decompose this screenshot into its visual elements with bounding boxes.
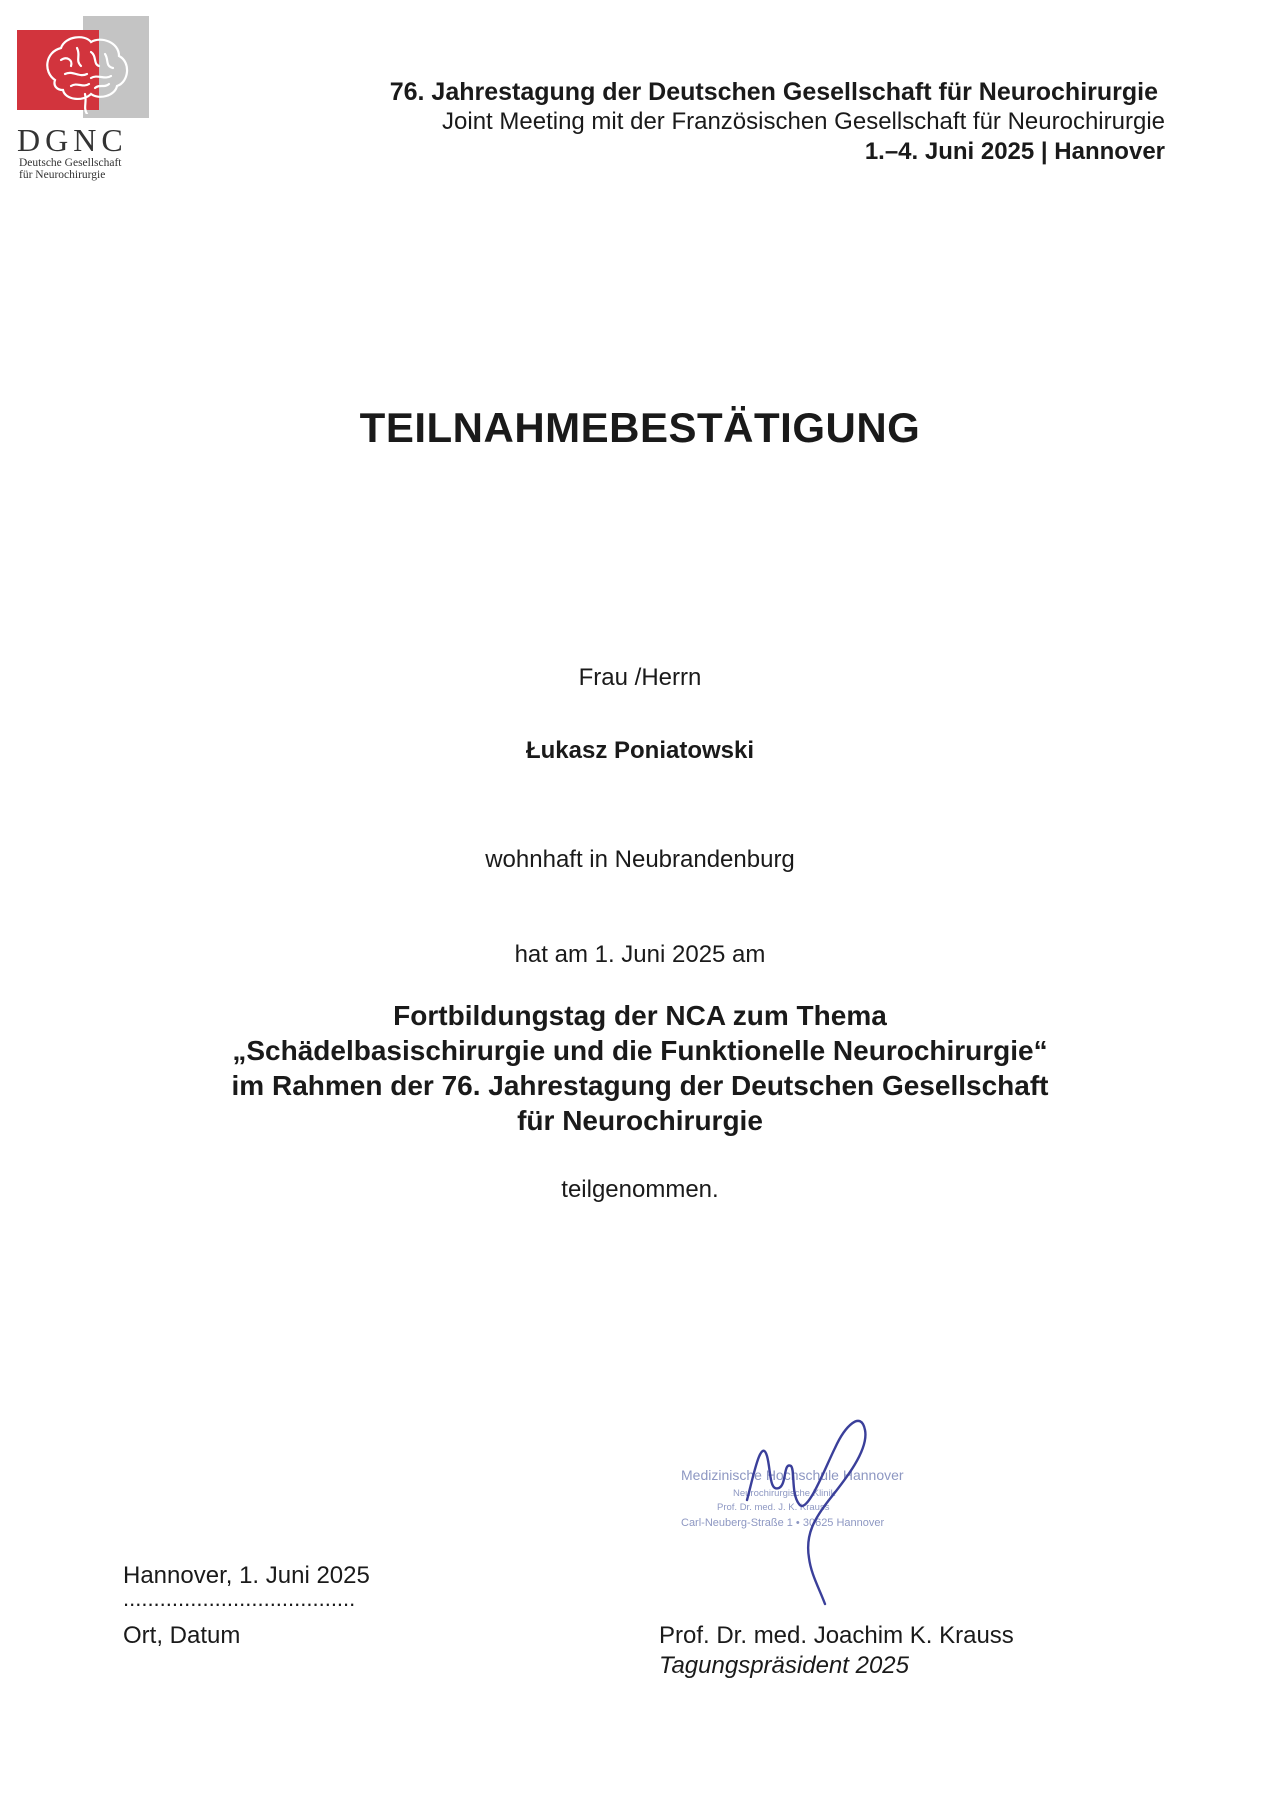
stamp-line4: Carl-Neuberg-Straße 1 • 30625 Hannover bbox=[681, 1517, 885, 1529]
stamp-line1: Medizinische Hochschule Hannover bbox=[681, 1467, 904, 1483]
event-description bbox=[0, 998, 1280, 1138]
conference-date-location: 1.–4. Juni 2025 | Hannover bbox=[864, 138, 1165, 165]
signer-name: Prof. Dr. med. Joachim K. Krauss bbox=[659, 1622, 1014, 1649]
place-date-label: Ort, Datum bbox=[123, 1622, 241, 1649]
conference-header bbox=[390, 77, 1165, 167]
logo-subtitle-line1: Deutsche Gesellschaft bbox=[19, 157, 122, 169]
event-line: im Rahmen der 76. Jahrestagung der Deutschen Gesellschaft bbox=[231, 1070, 1049, 1101]
clinic-stamp-with-signature bbox=[675, 1408, 935, 1618]
completion-text: teilgenommen. bbox=[561, 1176, 719, 1203]
stamp-line3: Prof. Dr. med. J. K. Krauss bbox=[717, 1502, 830, 1513]
logo-acronym: DGNC bbox=[17, 122, 128, 158]
event-line: Fortbildungstag der NCA zum Thema bbox=[393, 1000, 887, 1031]
signature-dotted-line: ...................................... bbox=[123, 1586, 356, 1611]
dgnc-logo bbox=[17, 16, 137, 186]
participant-name: Łukasz Poniatowski bbox=[525, 737, 755, 764]
certificate-title: TEILNAHMEBESTÄTIGUNG bbox=[359, 404, 921, 451]
stamp-line2: Neurochirurgische Klinik bbox=[733, 1488, 836, 1499]
logo-subtitle-line2: für Neurochirurgie bbox=[19, 169, 106, 181]
salutation: Frau /Herrn bbox=[578, 664, 702, 691]
signer-role: Tagungspräsident 2025 bbox=[659, 1652, 909, 1679]
residence: wohnhaft in Neubrandenburg bbox=[485, 846, 795, 873]
logo-subtitle bbox=[19, 157, 122, 181]
event-line: „Schädelbasischirurgie und die Funktionelle Neurochirurgie“ bbox=[232, 1035, 1048, 1066]
attendance-date: hat am 1. Juni 2025 am bbox=[514, 941, 766, 968]
event-line: für Neurochirurgie bbox=[517, 1105, 763, 1136]
conference-title: 76. Jahrestagung der Deutschen Gesellschaft für Neurochirurgie bbox=[389, 78, 1158, 106]
conference-joint-meeting: Joint Meeting mit der Französischen Gesellschaft für Neurochirurgie bbox=[442, 108, 1165, 135]
place-date-value: Hannover, 1. Juni 2025 bbox=[123, 1562, 370, 1589]
brain-icon bbox=[35, 30, 135, 114]
